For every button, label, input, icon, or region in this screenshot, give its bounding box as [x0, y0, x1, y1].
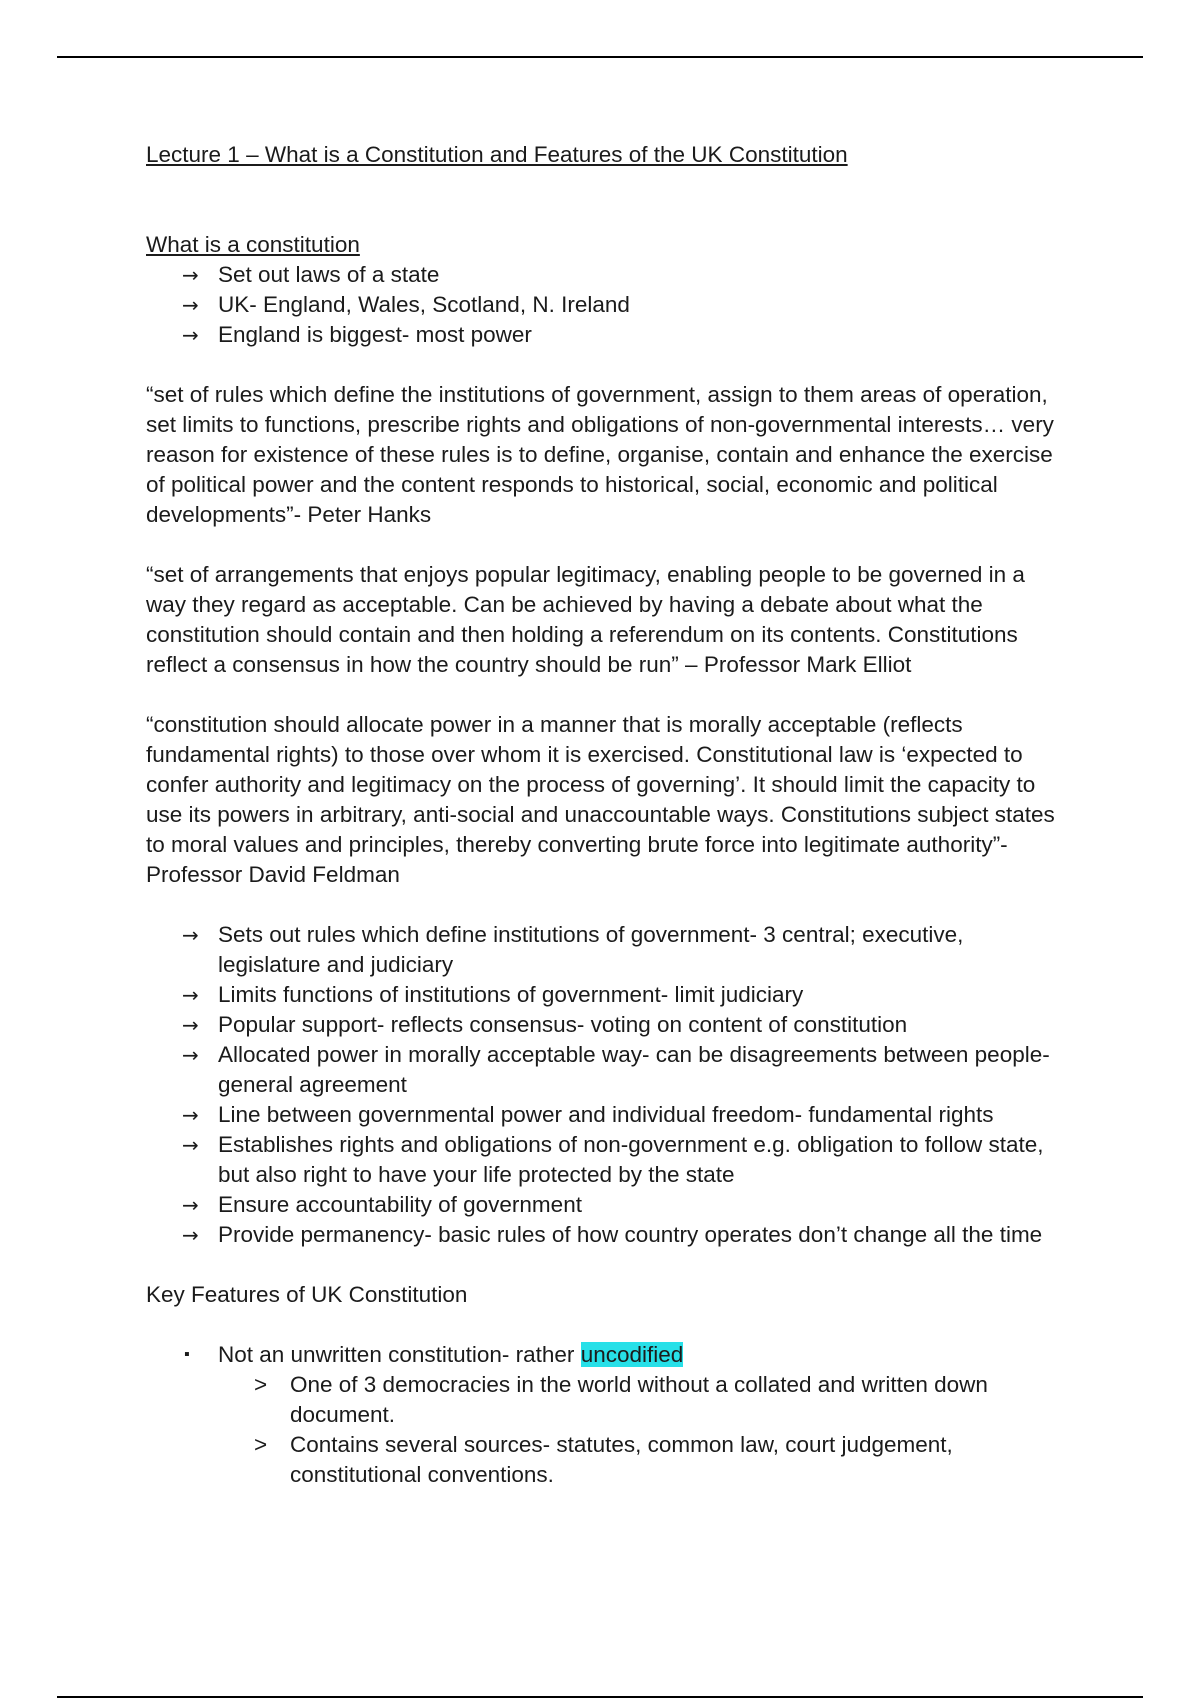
page-title: Lecture 1 – What is a Constitution and Features of the UK Constitution: [146, 142, 848, 167]
arrow-icon: →: [182, 1193, 199, 1217]
list-item: → Provide permanency- basic rules of how country operates don’t change all the time: [146, 1220, 1066, 1250]
quote-mark-elliot: “set of arrangements that enjoys popular legitimacy, enabling people to be governed in a way they regard as acceptable. Can be achieved by having a debate about what the constitution should contain and then holding a referendum on its contents. Constitutions reflect a consensus in how the country should be run” – Professor Mark Elliot: [146, 562, 1025, 677]
arrow-icon: →: [182, 293, 199, 317]
spacer: [146, 170, 1066, 230]
constitution-points-list: [146, 260, 1066, 350]
spacer: [146, 350, 1066, 380]
arrow-icon: →: [182, 1223, 199, 1247]
key-features-sublist: [146, 1370, 1066, 1490]
highlighted-term: uncodified: [580, 1342, 684, 1367]
arrow-icon: →: [182, 323, 199, 347]
list-item: → Set out laws of a state: [146, 260, 1066, 290]
spacer: [146, 1310, 1066, 1340]
arrow-icon: →: [182, 1043, 199, 1067]
arrow-icon: →: [182, 1133, 199, 1157]
document-page: [146, 140, 1066, 1490]
list-item: → England is biggest- most power: [146, 320, 1066, 350]
list-item: → Sets out rules which define institutions of government- 3 central; executive, legislature and judiciary: [182, 922, 964, 977]
list-item: > Contains several sources- statutes, common law, court judgement, constitutional conventions.: [254, 1432, 953, 1487]
list-item: → Ensure accountability of government: [146, 1190, 1066, 1220]
arrow-icon: →: [182, 923, 199, 947]
top-rule: [57, 56, 1143, 58]
quote-peter-hanks: “set of rules which define the institutions of government, assign to them areas of operation, set limits to functions, prescribe rights and obligations of non-governmental interests… very reason for existence of these rules is to define, organise, contain and enhance the exercise of political power and the content responds to historical, social, economic and political developments”- Peter Hanks: [146, 382, 1054, 527]
chevron-right-icon: >: [254, 1432, 268, 1457]
bullet-icon: ▪: [184, 1346, 190, 1363]
spacer: [146, 680, 1066, 710]
list-item: → Limits functions of institutions of government- limit judiciary: [146, 980, 1066, 1010]
quote-david-feldman: “constitution should allocate power in a manner that is morally acceptable (reflects fundamental rights) to those over whom it is exercised. Constitutional law is ‘expected to confer authority and legitimacy on the process of governing’. It should limit the capacity to use its powers in arbitrary, anti-social and unaccountable ways. Constitutions subject states to moral values and principles, thereby converting brute force into legitimate authority”- Professor David Feldman: [146, 712, 1055, 887]
list-item: → Popular support- reflects consensus- voting on content of constitution: [146, 1010, 1066, 1040]
spacer: [146, 1250, 1066, 1280]
section-heading-what-is-constitution: What is a constitution: [146, 232, 360, 257]
list-item: > One of 3 democracies in the world without a collated and written down document.: [254, 1372, 988, 1427]
section-heading-key-features: Key Features of UK Constitution: [146, 1282, 468, 1307]
arrow-icon: →: [182, 263, 199, 287]
list-item: → Establishes rights and obligations of non-government e.g. obligation to follow state, but also right to have your life protected by the state: [182, 1132, 1044, 1187]
spacer: [146, 890, 1066, 920]
chevron-right-icon: >: [254, 1372, 268, 1397]
bottom-rule: [57, 1696, 1143, 1698]
list-item: ▪ Not an unwritten constitution- rather uncodified: [146, 1340, 1066, 1370]
key-features-list: [146, 1340, 1066, 1370]
list-item: → UK- England, Wales, Scotland, N. Ireland: [146, 290, 1066, 320]
list-item: → Allocated power in morally acceptable way- can be disagreements between people- general agreement: [182, 1042, 1050, 1097]
constitution-functions-list: [146, 920, 1066, 1250]
spacer: [146, 530, 1066, 560]
arrow-icon: →: [182, 1013, 199, 1037]
arrow-icon: →: [182, 1103, 199, 1127]
arrow-icon: →: [182, 983, 199, 1007]
list-item: → Line between governmental power and individual freedom- fundamental rights: [146, 1100, 1066, 1130]
